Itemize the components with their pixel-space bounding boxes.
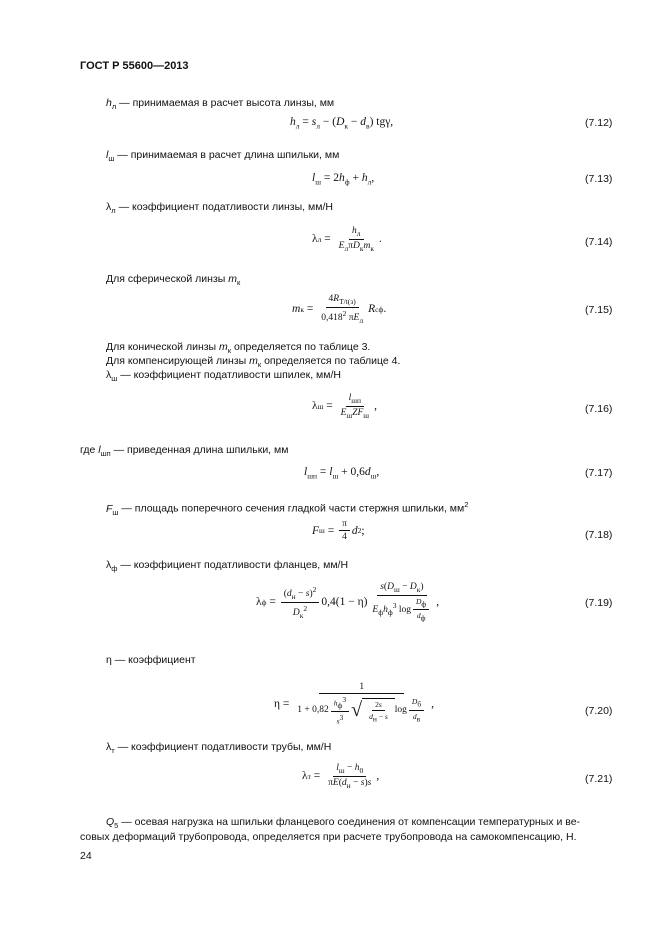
formula: η = 1 1 + 0,82 $\frac{h_ф^3}{s^3}$ √ $\frac{2s}{d_н - s}$ log $\frac{D_б}{d_в}$ , bbox=[274, 682, 435, 726]
formula: F ш = $\frac{\pi}{4}$ d 2 ; bbox=[312, 519, 365, 542]
equation-number: (7.12) bbox=[585, 117, 613, 129]
equation-number: (7.18) bbox=[585, 529, 613, 541]
formula: λ ш = $\frac{l_{шп}}{E_шZF_ш}$ , bbox=[312, 393, 377, 420]
note-text: определяется по таблице 3. bbox=[233, 341, 371, 353]
definition-text: — принимаемая в расчет высота линзы, мм bbox=[119, 97, 335, 109]
note-text: Для конической линзы bbox=[106, 341, 217, 353]
definition-text: — принимаемая в расчет длина шпильки, мм bbox=[117, 149, 340, 161]
definition-text: — коэффициент податливости линзы, мм/Н bbox=[118, 201, 333, 213]
definition-text: — площадь поперечного сечения гладкой части стержня шпильки, мм bbox=[121, 502, 465, 515]
symbol: $\lambda_ш$ bbox=[106, 369, 118, 384]
definition-text: — приведенная длина шпильки, мм bbox=[113, 444, 289, 456]
standard-header: ГОСТ Р 55600—2013 bbox=[80, 60, 189, 72]
definition-eta bbox=[106, 654, 196, 666]
compensating-lens-note bbox=[106, 355, 400, 369]
symbol: $F_ш$ bbox=[106, 502, 119, 517]
definition-lambda-sh bbox=[106, 369, 341, 383]
symbol: $h_л$ bbox=[106, 97, 117, 112]
note-text: Для сферической линзы bbox=[106, 273, 226, 285]
equation-number: (7.16) bbox=[585, 403, 613, 415]
symbol: $m_к$ bbox=[249, 355, 262, 370]
definition-text: — коэффициент bbox=[114, 654, 196, 666]
equation-number: (7.14) bbox=[585, 236, 613, 248]
spherical-lens-note bbox=[106, 273, 240, 287]
symbol: $l_ш$ bbox=[106, 149, 115, 164]
symbol: $Q_5$ bbox=[106, 816, 119, 831]
definition-q5-line1 bbox=[106, 816, 580, 830]
definition-h-l bbox=[106, 97, 334, 111]
formula: m к = $\frac{4R_{T/t(з)}}{0,418^2 \pi E_л}$ R сф . bbox=[292, 294, 387, 325]
definition-lambda-f bbox=[106, 559, 348, 573]
definition-lambda-t bbox=[106, 741, 331, 755]
symbol: $\lambda_т$ bbox=[106, 741, 115, 756]
equation-number: (7.19) bbox=[585, 597, 613, 609]
equation-number: (7.20) bbox=[585, 705, 613, 717]
symbol: η bbox=[106, 654, 112, 666]
definition-f-sh: $F_ш$ — площадь поперечного сечения гладкой части стержня шпильки, $мм^2$ bbox=[106, 500, 469, 517]
definition-lambda-l bbox=[106, 201, 333, 215]
formula: $l_{шп} = l_ш + 0,6d_ш$, bbox=[304, 466, 380, 481]
symbol: $m_к$ bbox=[219, 341, 232, 356]
formula: λ л = $\frac{h_л}{E_л\pi D_кm_к}$ . bbox=[312, 226, 382, 253]
equation-number: (7.17) bbox=[585, 467, 613, 479]
definition-text: — коэффициент податливости трубы, мм/Н bbox=[117, 741, 332, 753]
note-text: определяется по таблице 4. bbox=[264, 355, 401, 367]
equation-number: (7.21) bbox=[585, 773, 613, 785]
formula: λ т = $\frac{l_ш - h_0}{\pi E(d_н - s)s}$ , bbox=[302, 763, 380, 790]
definition-q5-line2: совых деформаций трубопровода, определяется при расчете трубопровода на самокомпенсацию, Н. bbox=[80, 831, 577, 843]
symbol: $\lambda_л$ bbox=[106, 201, 116, 216]
note-text: Для компенсирующей линзы bbox=[106, 355, 247, 367]
symbol: $m_к$ bbox=[228, 273, 241, 288]
equation-number: (7.15) bbox=[585, 304, 613, 316]
formula: λ ф = $\frac{(d_н - s)^2}{D_к^2}$ 0,4(1 − η) $s(D_ш - D_к)$ $E_фh_ф^3$ log $\frac{D_ф}{d_ф}$ , bbox=[256, 582, 440, 623]
definition-text: — осевая нагрузка на шпильки фланцевого соединения от компенсации температурных и ве- bbox=[121, 816, 581, 828]
equation-number: (7.13) bbox=[585, 173, 613, 185]
page-number: 24 bbox=[80, 850, 92, 862]
symbol: $\lambda_ф$ bbox=[106, 559, 118, 574]
definition-text: — коэффициент податливости шпилек, мм/Н bbox=[120, 369, 341, 381]
definition-l-shp bbox=[80, 444, 288, 458]
formula: $h_л = s_л - (D_к - d_в)$ tgγ, bbox=[290, 116, 394, 131]
symbol: $l_{шп}$ bbox=[98, 444, 111, 459]
conical-lens-note bbox=[106, 341, 370, 355]
definition-text: — коэффициент податливости фланцев, мм/Н bbox=[120, 559, 349, 571]
definition-l-sh bbox=[106, 149, 339, 163]
definition-prefix: где bbox=[80, 444, 96, 456]
formula: $l_ш = 2h_ф + h_л$, bbox=[312, 172, 375, 187]
